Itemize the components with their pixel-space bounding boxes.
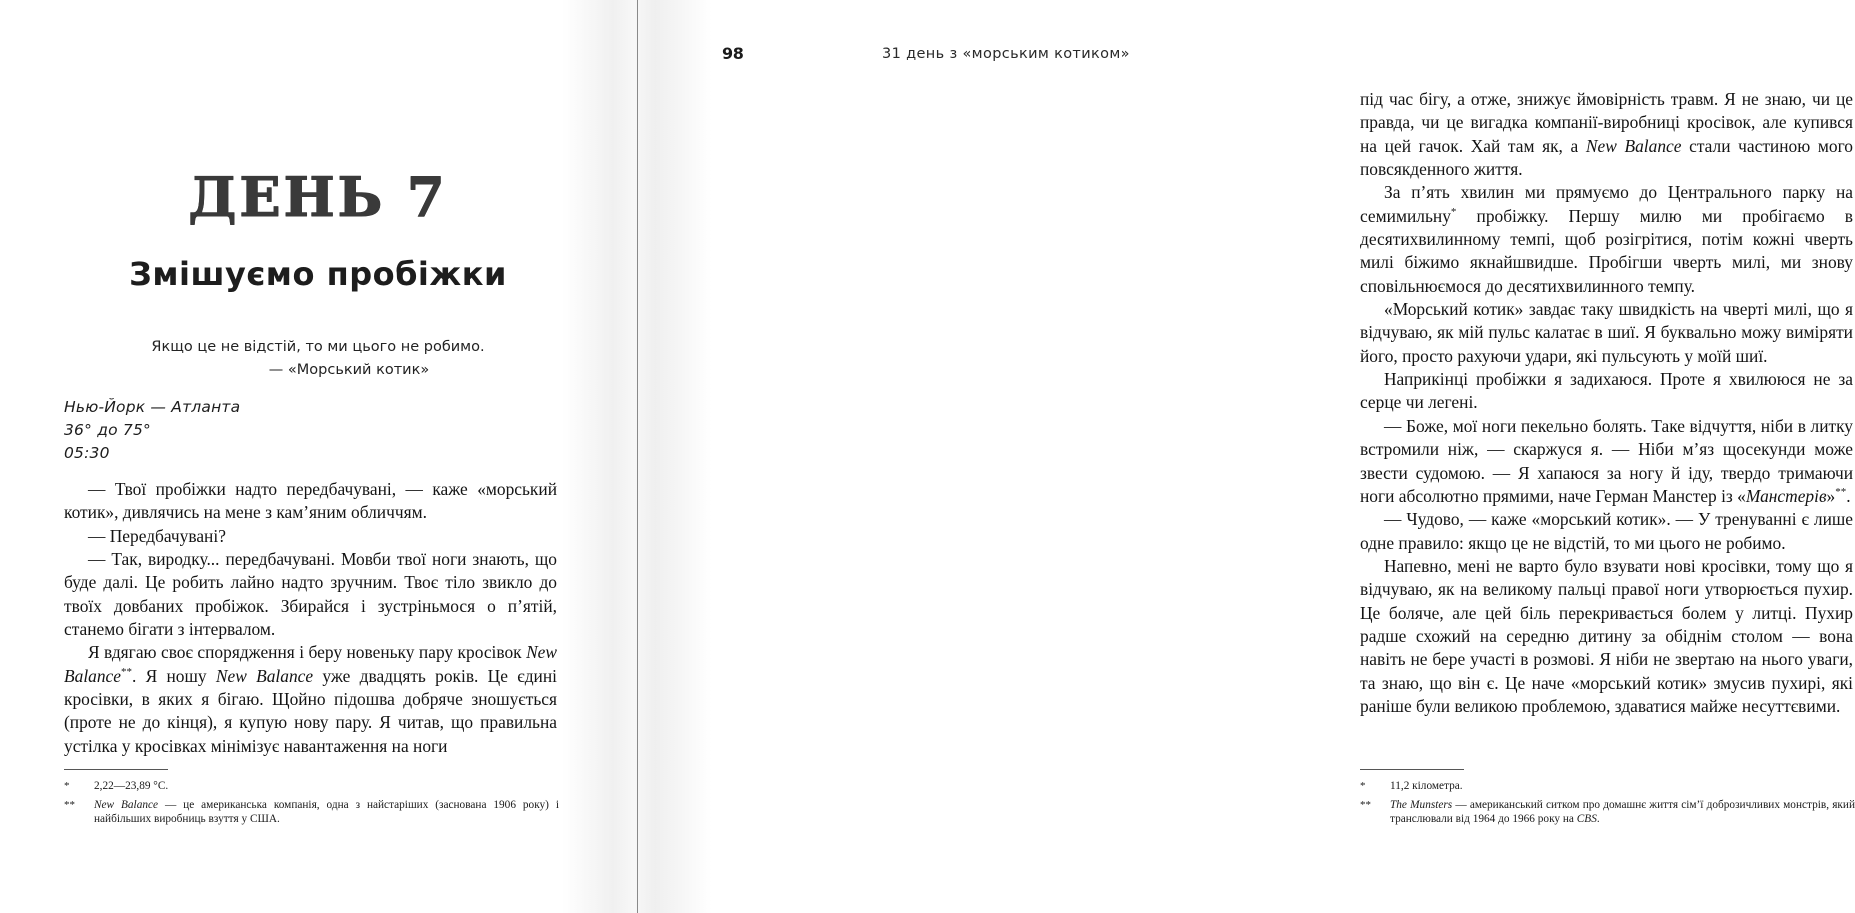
paragraph: Наприкінці пробіжки я задихаюся. Проте я хвилююся не за серце чи легені.: [1360, 369, 1853, 413]
brand-name-italic: New Balance: [215, 665, 314, 686]
footnote-marker: *: [1360, 780, 1366, 793]
footnote-rule: [1360, 769, 1464, 770]
left-page-body: [64, 478, 557, 758]
left-page-footnotes: [64, 769, 559, 831]
epigraph-attribution: — «Морський котик»: [268, 362, 430, 379]
running-head: [722, 44, 1217, 66]
text-run: — Боже, мої ноги пекельно болять. Таке відчуття, ніби в литку встромили ніж, — скаржуся я. — Ніби м’яз щосекунди може звести судомою. — Я хапаюся за ногу й іду, твердо тримаючи ноги абсолютно прямими, наче Герман Манстер із «: [1360, 415, 1853, 506]
text-run: Я вдягаю своє спорядження і беру новеньку пару кросівок: [88, 642, 527, 663]
dateline-time: 05:30: [64, 443, 110, 462]
show-title-italic: Манстерів: [1745, 485, 1827, 506]
footnote-text: [94, 798, 559, 827]
text-run: »: [1826, 485, 1836, 506]
chapter-day-number: ДЕНЬ 7: [188, 165, 448, 229]
spine-line: [637, 0, 638, 913]
text-run: .: [1596, 813, 1600, 826]
footnote-text: 2,22—23,89 °C.: [94, 780, 169, 793]
epigraph: [62, 336, 574, 382]
text-run: — американський ситком про домашнє життя сім’ї доброзичливих монстрів, який транслювали від 1964 до 1966 року на: [1390, 798, 1855, 826]
text-run: . Я ношу: [131, 665, 216, 686]
paragraph-continuation: [1360, 88, 1853, 181]
dateline: [64, 396, 240, 464]
paragraph: — Твої пробіжки надто передбачувані, — каже «морський котик», дивлячись на мене з кам’яним обличчям.: [64, 479, 557, 523]
footnote-text: [1390, 798, 1855, 827]
footnote-ref-single: *: [1450, 205, 1457, 218]
dateline-temperature: 36° до 75°: [64, 420, 152, 439]
right-page-footnotes: [1360, 769, 1855, 831]
chapter-opener: [62, 165, 574, 294]
text-run: — це американська компанія, одна з найстаріших (заснована 1906 року) і найбільших виробниць взуття у США.: [94, 798, 560, 826]
epigraph-quote: Якщо це не відстій, то ми цього не робимо.: [151, 339, 485, 355]
footnote-rule: [64, 769, 168, 770]
footnote-italic-network: CBS: [1576, 813, 1597, 826]
paragraph-munsters: — Боже, мої ноги пекельно болять. Таке відчуття, ніби в литку встромили ніж, — скаржуся я. — Ніби м’яз щосекунди може звести судомою. — Я хапаюся за ногу й іду, твердо тримаючи ноги абсолютно прямими, наче Герман Манстер із «Манстерів»**.: [1360, 415, 1853, 506]
right-page-body: [1360, 88, 1853, 718]
footnote-ref-double: **: [1835, 486, 1847, 499]
brand-name-italic: New Balance: [1585, 135, 1682, 156]
right-page: [638, 0, 1855, 913]
paragraph: «Морський котик» завдає таку швидкість на чверті милі, що я відчуваю, як мій пульс калатає в шиї. Я буквально можу виміряти його, просто рахуючи удари, які пульсують у моїй шиї.: [1360, 299, 1853, 366]
footnote-item: [1360, 779, 1855, 794]
footnote-italic-term: The Munsters: [1390, 798, 1453, 811]
paragraph: [1360, 181, 1853, 298]
footnote-marker: **: [1360, 798, 1371, 811]
text-run: уже двадцять років. Це єдині кросівки, в яких я бігаю. Щойно підошва добряче зношується (проте не до кінця), я купую нову пару. Я читав, що правильна устілка у кросівках мінімізує навантаження на ноги: [64, 665, 557, 756]
chapter-title: Змішуємо пробіжки: [129, 255, 507, 294]
paragraph-new-balance: [64, 641, 557, 758]
footnote-item: [64, 798, 559, 827]
paragraph: — Передбачувані?: [88, 525, 226, 546]
text-run: За п’ять хвилин ми прямуємо до Центрального парку на семимильну* пробіжку. Першу милю ми пробігаємо в десятихвилинному темпі, щоб розігрітися, потім кожні чверть милі біжимо якнайшвидше. Пробігши чверть милі, ми знову сповільнюємося до десятихвилинного темпу.: [1360, 182, 1853, 296]
text-run: стали частиною мого повсякденного життя.: [1360, 135, 1853, 180]
paragraph: Напевно, мені не варто було взувати нові кросівки, тому що я відчуваю, як на великому пальці правої ноги утворюється пухир. Це боляче, але цей біль перекривається болем у литці. Пухир радше схожий на середню дитину за обіднім столом — вона навіть не бере участі в розмові. Я ніби не звертаю на нього уваги, та знаю, що він є. Це наче «морський котик» змусив пухирі, які раніше були великою проблемою, здаватися майже несуттєвими.: [1360, 555, 1853, 716]
dateline-route: Нью-Йорк — Атланта: [64, 398, 241, 416]
footnote-item: [64, 779, 559, 794]
brand-name-italic: New Balance: [64, 642, 557, 686]
footnote-item: [1360, 798, 1855, 827]
text-run: під час бігу, а отже, знижує ймовірність травм. Я не знаю, чи це правда, чи це вигадка компанії-виробниці кросівок, але купився на цей гачок. Хай там як, а: [1360, 89, 1853, 156]
running-head-title: 31 день з «морським котиком»: [882, 46, 1130, 62]
footnote-ref-double: **: [120, 665, 132, 678]
page-number: 98: [722, 44, 744, 63]
left-page: [0, 0, 637, 913]
paragraph: — Чудово, — каже «морський котик». — У тренуванні є лише одне правило: якщо це не відстій, то ми цього не робимо.: [1360, 509, 1853, 553]
footnote-marker: **: [64, 798, 75, 811]
paragraph: — Так, виродку... передбачувані. Мовби твої ноги знають, що буде далі. Це робить лайно надто зручним. Твоє тіло звикло до твоїх довбаних пробіжок. Збирайся і зустріньмося о п’ятій, станемо бігати з інтервалом.: [64, 549, 557, 640]
footnote-marker: *: [64, 780, 70, 793]
footnote-text: 11,2 кілометра.: [1390, 780, 1463, 793]
footnote-italic-term: New Balance: [94, 798, 159, 811]
